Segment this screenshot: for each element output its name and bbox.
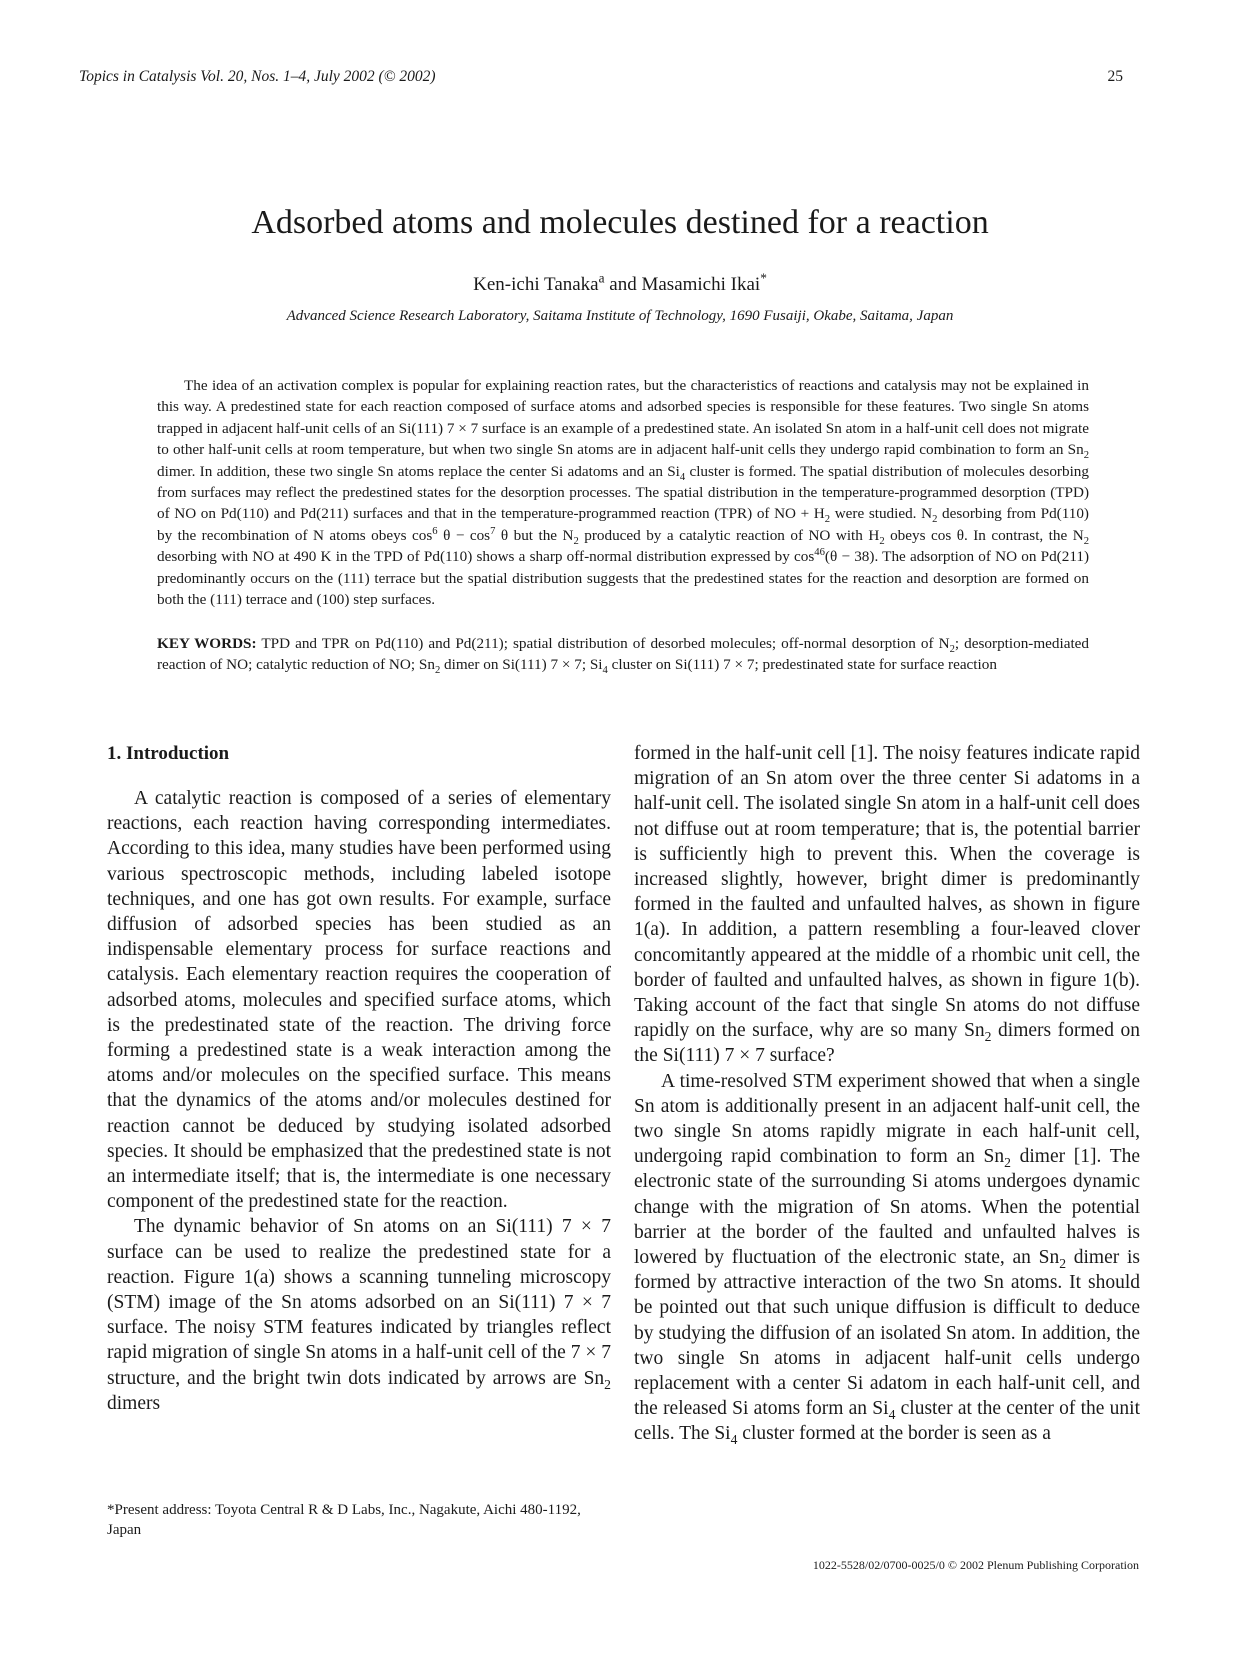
abstract: The idea of an activation complex is popular for explaining reaction rates, but the characteristics of reactions and catalysis may not be explained in this way. A predestined state for each reaction composed of surface atoms and adsorbed species is responsible for these features. Two single Sn atoms trapped in adjacent half-unit cells of an Si(111) 7 × 7 surface is an example of a predestined state. An isolated Sn atom in a half-unit cell does not migrate to other half-unit cells at room temperature, but when two single Sn atoms are in adjacent half-unit cells they undergo rapid combination to form an $Sn_2$ dimer. In addition, these two single Sn atoms replace the center Si adatoms and an $Si_4$ cluster is formed. The spatial distribution of molecules desorbing from surfaces may reflect the predestined states for the desorption processes. The spatial distribution in the temperature-programmed desorption (TPD) of NO on Pd(110) and Pd(211) surfaces and that in the temperature-programmed reaction (TPR) of NO + $H_2$ were studied. $N_2$ desorbing from Pd(110) by the recombination of N atoms obeys $\cos^6 \theta - \cos^7 \theta$ but the $N_2$ produced by a catalytic reaction of NO with $H_2$ obeys cos θ. In contrast, the $N_2$ desorbing with NO at 490 K in the TPD of Pd(110) shows a sharp off-normal distribution expressed by $\cos^{46}(\theta - 38)$. The adsorption of NO on Pd(211) predominantly occurs on the (111) terrace but the spatial distribution suggests that the predestined states for the reaction and desorption are formed on both the (111) terrace and (100) step surfaces. [157, 377, 1090, 609]
right-column [634, 741, 1140, 1447]
page-number: 25 [1107, 68, 1123, 85]
paragraph: A time-resolved STM experiment showed that when a single Sn atom is additionally present in an adjacent half-unit cell, the two single Sn atoms rapidly migrate in each half-unit cell, undergoing rapid combination to form an $Sn_2$ dimer [1]. The electronic state of the surrounding Si atoms undergoes dynamic change with the migration of Sn atoms. When the potential barrier at the border of the faulted and unfaulted halves is lowered by fluctuation of the electronic state, an $Sn_2$ dimer is formed by attractive interaction of the two Sn atoms. It should be pointed out that such unique diffusion is difficult to deduce by studying the diffusion of an isolated Sn atom. In addition, the two single Sn atoms in adjacent half-unit cells undergo replacement with a center Si adatom in each half-unit cell, and the released Si atoms form an $Si_4$ cluster at the center of the unit cells. The $Si_4$ cluster formed at the border is seen as a [634, 1070, 1141, 1448]
left-column [107, 741, 611, 1416]
affiliation-mark: a [598, 270, 605, 286]
article-title: Adsorbed atoms and molecules destined for a reaction [251, 204, 989, 241]
paragraph: A catalytic reaction is composed of a series of elementary reactions, each reaction having corresponding intermediates. According to this idea, many studies have been performed using various spectroscopic methods, including labeled isotope techniques, and one has got own results. For example, surface diffusion of adsorbed species has been studied as an indispensable elementary process for surface reactions and catalysis. Each elementary reaction requires the cooperation of adsorbed atoms, molecules and specified surface atoms, which is the predestinated state of the reaction. The driving force forming a predestined state is a weak interaction among the atoms and/or molecules on the specified surface. This means that the dynamics of the atoms and/or molecules destined for reaction cannot be deduced by studying isolated adsorbed species. It should be emphasized that the predestined state is not an intermediate itself; that is, the intermediate is one necessary component of the predestined state for the reaction. [107, 788, 611, 1213]
footnote-mark: * [760, 270, 767, 286]
footnote: *Present address: Toyota Central R & D Labs, Inc., Nagakute, Aichi 480-1192, Japan [107, 1502, 581, 1538]
keywords-label: KEY WORDS: [157, 635, 257, 652]
paragraph: The dynamic behavior of Sn atoms on an Si(111) 7 × 7 surface can be used to realize the predestined state for a reaction. Figure 1(a) shows a scanning tunneling microscopy (STM) image of the Sn atoms adsorbed on an Si(111) 7 × 7 surface. The noisy STM features indicated by triangles reflect rapid migration of single Sn atoms in a half-unit cell of the 7 × 7 structure, and the bright twin dots indicated by arrows are $Sn_2$ dimers [107, 1216, 611, 1414]
author-name: Ken-ichi Tanaka [473, 274, 599, 295]
author-conjunction: and [604, 274, 642, 295]
author-name: Masamichi Ikai [641, 274, 761, 295]
affiliation: Advanced Science Research Laboratory, Saitama Institute of Technology, 1690 Fusaiji, Okabe, Saitama, Japan [286, 308, 954, 324]
paragraph: formed in the half-unit cell [1]. The noisy features indicate rapid migration of an Sn atom over the three center Si adatoms in a half-unit cell. The isolated single Sn atom in a half-unit cell does not diffuse out at room temperature; that is, the potential barrier is sufficiently high to prevent this. When the coverage is increased slightly, however, bright dimer is predominantly formed in the faulted and unfaulted halves, as shown in figure 1(a). In addition, a pattern resembling a four-leaved clover concomitantly appeared at the middle of a rhombic unit cell, the border of faulted and unfaulted halves, as shown in figure 1(b). Taking account of the fact that single Sn atoms do not diffuse rapidly on the surface, why are so many $Sn_2$ dimers formed on the Si(111) 7 × 7 surface? [634, 743, 1140, 1067]
section-heading: 1. Introduction [107, 743, 230, 764]
running-header-journal: Topics in Catalysis Vol. 20, Nos. 1–4, July 2002 (© 2002) [79, 68, 436, 85]
keywords: KEY WORDS: TPD and TPR on Pd(110) and Pd(211); spatial distribution of desorbed molecules; off-normal desorption of $N_2$; desorption-mediated reaction of NO; catalytic reduction of NO; $Sn_2$ dimer on Si(111) 7 × 7; $Si_4$ cluster on Si(111) 7 × 7; predestinated state for surface reaction [157, 635, 1090, 677]
copyright-footer: 1022-5528/02/0700-0025/0 © 2002 Plenum Publishing Corporation [812, 1558, 1139, 1572]
author-line [0, 270, 1240, 296]
